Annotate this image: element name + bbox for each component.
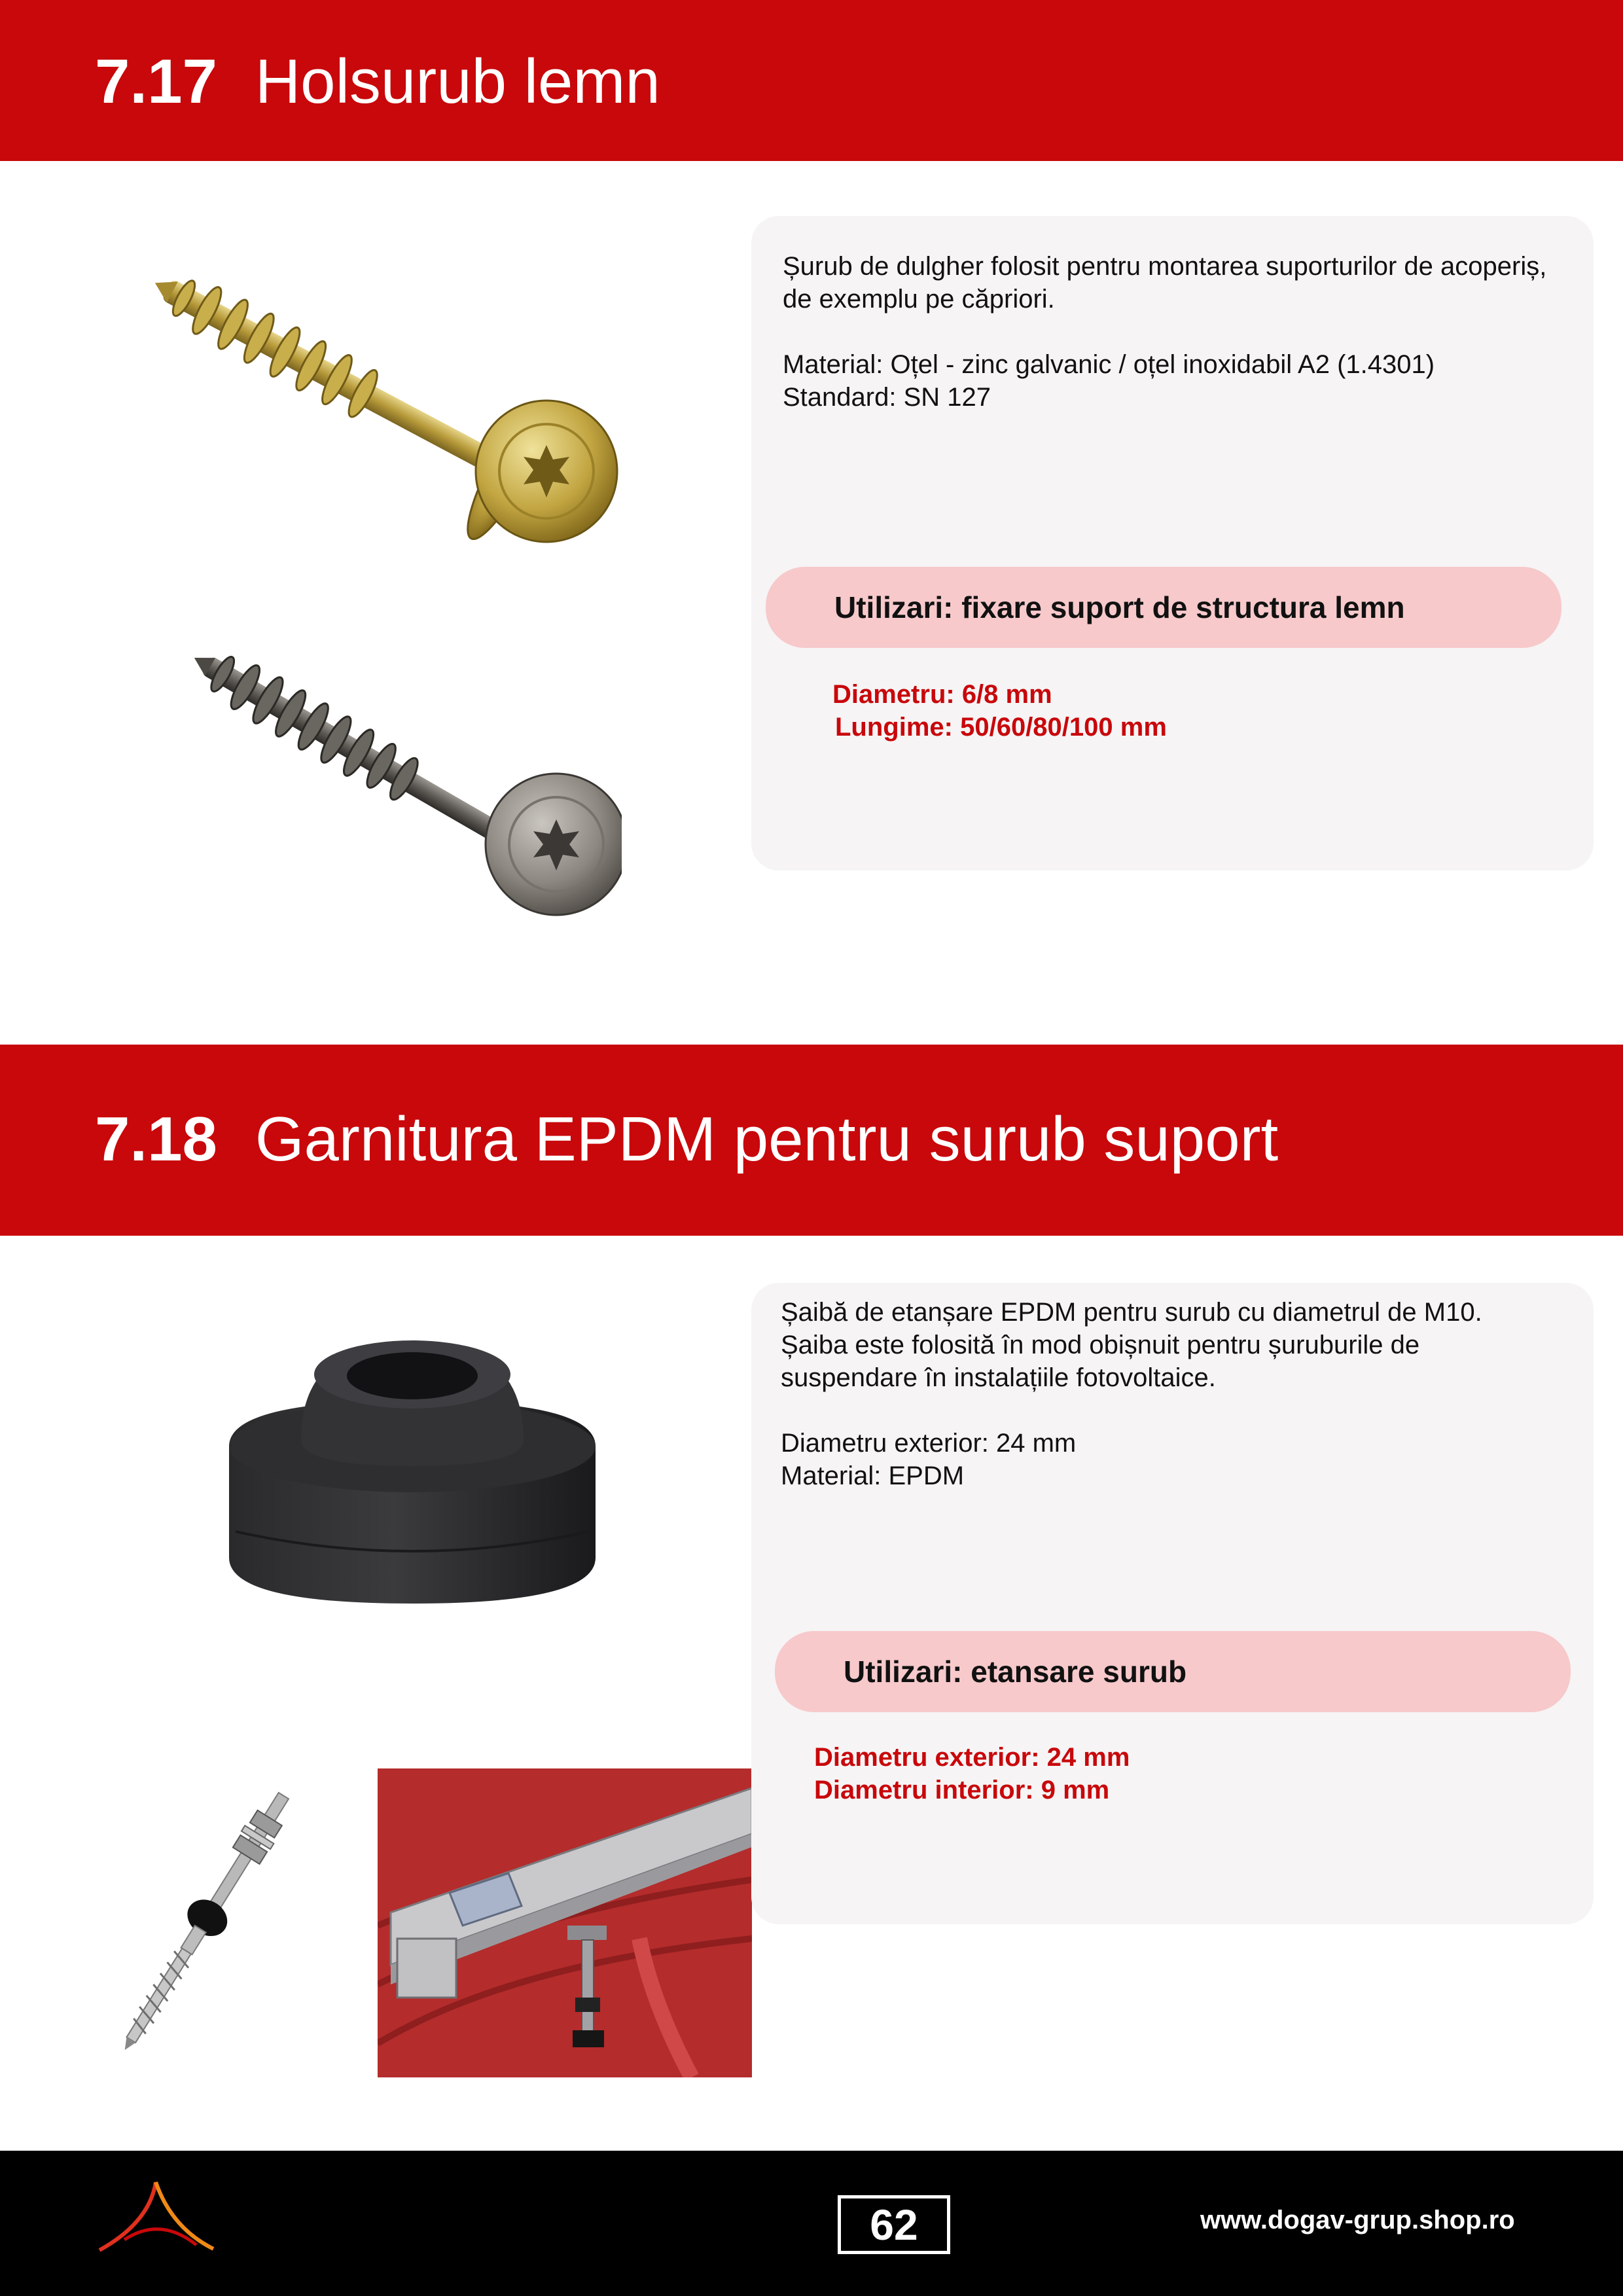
website-link[interactable]: www.dogav-grup.shop.ro	[1200, 2206, 1515, 2234]
page-number: 62	[838, 2195, 950, 2254]
description-line: suspendare în instalațiile fotovoltaice.	[781, 1363, 1216, 1392]
product-info-card-7-18	[751, 1283, 1594, 1924]
description-line: Șaiba este folosită în mod obișnuit pentru șuruburile de	[781, 1331, 1420, 1359]
spec-inner-diameter: Diametru interior: 9 mm	[814, 1776, 1110, 1804]
description-line: Șurub de dulgher folosit pentru montarea suporturilor de acoperiș,	[783, 252, 1547, 281]
product-description	[781, 1296, 1482, 1492]
section-number: 7.18	[95, 1104, 217, 1174]
section-title-text: Garnitura EPDM pentru surub suport	[255, 1104, 1279, 1174]
brand-logo-icon	[98, 2177, 216, 2262]
specs-list	[832, 678, 1167, 744]
roof-mounting-image	[378, 1768, 752, 2077]
epdm-washer-image	[223, 1335, 602, 1649]
description-line	[781, 1394, 1482, 1427]
usage-pill	[775, 1631, 1571, 1712]
description-line: Material: EPDM	[781, 1462, 965, 1490]
description-line: de exemplu pe căpriori.	[783, 285, 1055, 314]
spec-outer-diameter: Diametru exterior: 24 mm	[814, 1743, 1130, 1772]
section-number: 7.17	[95, 46, 217, 117]
page-footer	[0, 2151, 1623, 2296]
description-line: Material: Oțel - zinc galvanic / oțel inoxidabil A2 (1.4301)	[783, 350, 1435, 379]
description-line: Diametru exterior: 24 mm	[781, 1429, 1077, 1458]
gold-wood-screw-image	[124, 249, 635, 563]
steel-wood-screw-image	[164, 615, 622, 929]
hanger-bolt-image	[65, 1767, 347, 2075]
section-header-7-17	[0, 0, 1623, 161]
section-title	[95, 46, 660, 118]
section-title	[95, 1103, 1278, 1175]
description-line: Șaibă de etanșare EPDM pentru surub cu diametrul de M10.	[781, 1298, 1482, 1327]
usage-text: Utilizari: fixare suport de structura lemn	[834, 590, 1405, 624]
section-header-7-18	[0, 1045, 1623, 1236]
usage-text: Utilizari: etansare surub	[844, 1655, 1187, 1689]
product-info-card-7-17	[751, 216, 1594, 870]
specs-list	[814, 1741, 1130, 1806]
usage-pill	[766, 567, 1561, 648]
product-description	[783, 250, 1546, 414]
spec-diameter: Diametru: 6/8 mm	[832, 680, 1052, 709]
section-title-text: Holsurub lemn	[255, 46, 660, 117]
spec-length: Lungime: 50/60/80/100 mm	[835, 713, 1167, 742]
description-line	[783, 315, 1546, 348]
description-line: Standard: SN 127	[783, 383, 991, 412]
